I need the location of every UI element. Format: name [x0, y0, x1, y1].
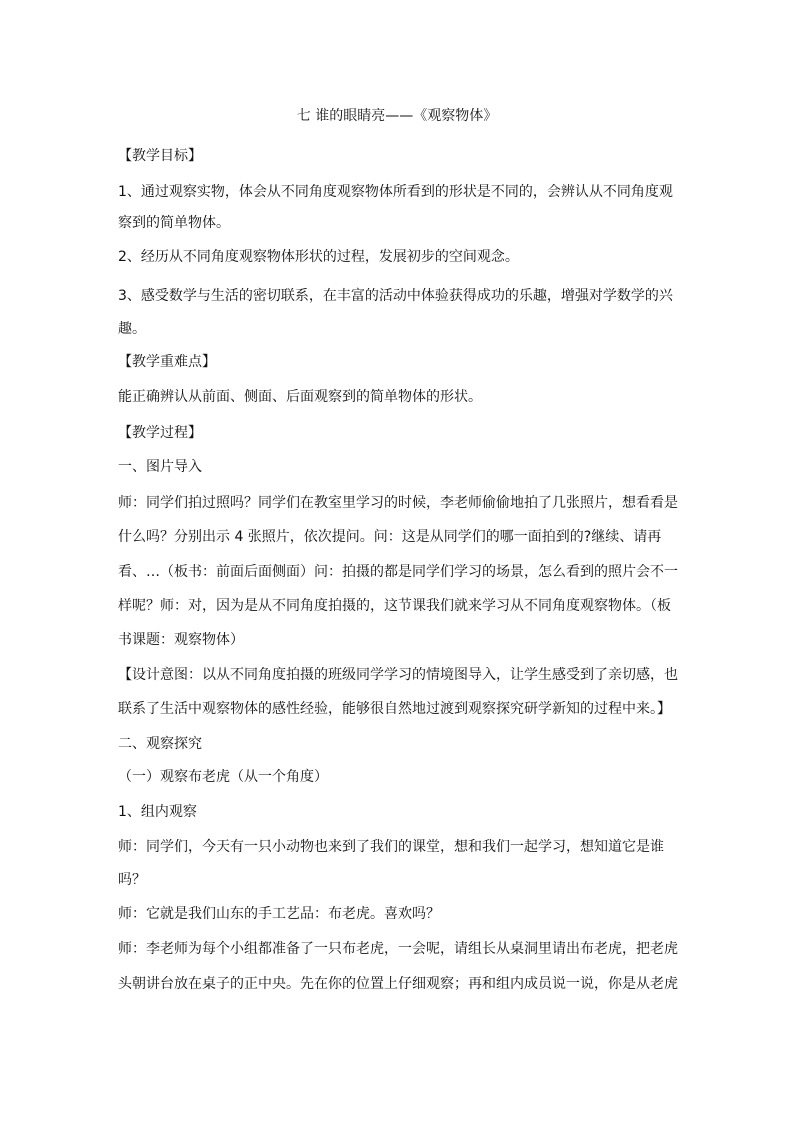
paragraph-line: 书课题：观察物体） [118, 632, 244, 648]
paragraph-line: 2、经历从不同角度观察物体形状的过程，发展初步的空间观念。 [118, 249, 519, 265]
section-heading-goals: 【教学目标】 [118, 148, 202, 164]
paragraph-line: 3、感受数学与生活的密切联系，在丰富的活动中体验获得成功的乐趣，增强对学数学的兴 [118, 288, 673, 304]
section-heading-key-points: 【教学重难点】 [118, 354, 216, 370]
subsection-heading: 1、组内观察 [118, 804, 197, 820]
paragraph-line: 师：它就是我们山东的手工艺品：布老虎。喜欢吗？ [118, 906, 440, 922]
document-title: 七 谁的眼睛亮——《观察物体》 [296, 108, 498, 124]
paragraph-line: 能正确辨认从前面、侧面、后面观察到的简单物体的形状。 [118, 389, 482, 405]
paragraph-line: 1、通过观察实物，体会从不同角度观察物体所看到的形状是不同的，会辨认从不同角度观 [118, 184, 673, 200]
paragraph-line: 察到的简单物体。 [118, 215, 230, 231]
paragraph-line: 什么吗？分别出示 4 张照片，依次提问。问：这是从同学们的哪一面拍到的?继续、请再 [118, 529, 662, 545]
paragraph-line: 头朝讲台放在桌子的正中央。先在你的位置上仔细观察；再和组内成员说一说，你是从老虎 [118, 976, 678, 992]
paragraph-line: 师：同学们，今天有一只小动物也来到了我们的课堂，想和我们一起学习，想知道它是谁 [118, 839, 664, 855]
paragraph-line: 师：同学们拍过照吗？同学们在教室里学习的时候，李老师偷偷地拍了几张照片，想看看是 [118, 495, 678, 511]
paragraph-line: 趣。 [118, 321, 146, 337]
design-intent-line: 联系了生活中观察物体的感性经验，能够很自然地过渡到观察探究研学新知的过程中来。】 [118, 701, 671, 717]
section-heading-process: 【教学过程】 [118, 425, 202, 441]
paragraph-line: 吗？ [118, 872, 146, 888]
subsection-heading: （一）观察布老虎（从一个角度） [118, 769, 328, 785]
paragraph-line: 师：李老师为每个小组都准备了一只布老虎，一会呢，请组长从桌洞里请出布老虎，把老虎 [118, 941, 678, 957]
subsection-heading: 一、图片导入 [118, 459, 202, 475]
design-intent-line: 【设计意图：以从不同角度拍摄的班级同学学习的情境图导入，让学生感受到了亲切感，也 [118, 667, 678, 683]
paragraph-line: 样呢？师：对，因为是从不同角度拍摄的，这节课我们就来学习从不同角度观察物体。（板 [118, 598, 671, 614]
subsection-heading: 二、观察探究 [118, 736, 202, 752]
paragraph-line: 看、…（板书：前面后面侧面）问：拍摄的都是同学们学习的场景，怎么看到的照片会不一 [118, 564, 678, 580]
